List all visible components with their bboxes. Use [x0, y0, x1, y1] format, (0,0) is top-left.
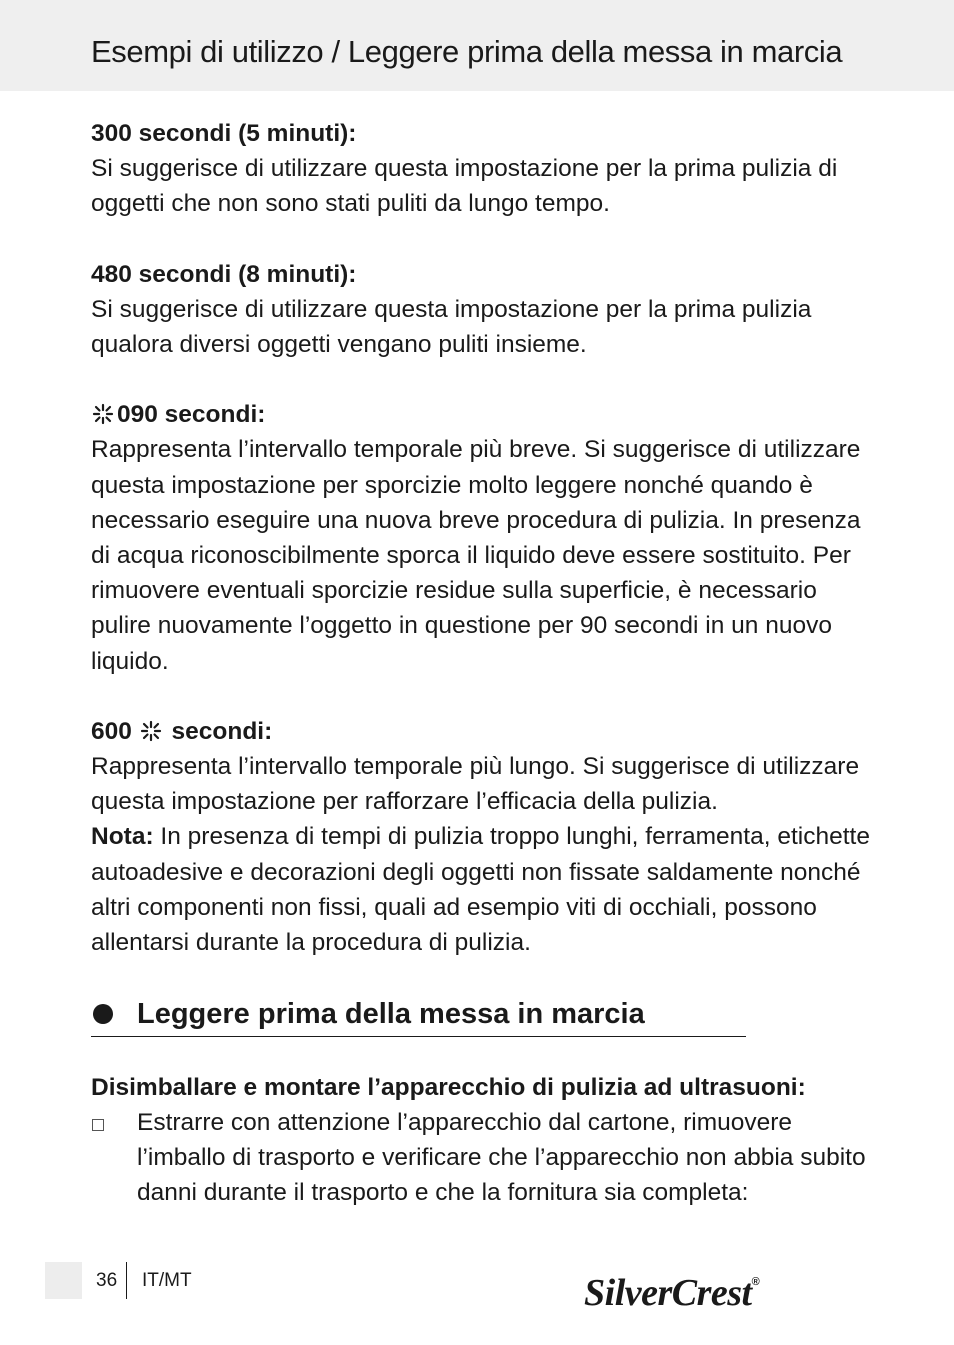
section-text-480: Si suggerisce di utilizzare questa impostazione per la prima pulizia qualora diversi oggetti vengano puliti insieme. [91, 295, 812, 359]
page-number: 36 [96, 1270, 118, 1291]
section-text-300: Si suggerisce di utilizzare questa impostazione per la prima pulizia di oggetti che non sono stati puliti da lungo tempo. [91, 155, 838, 218]
section-text-090: Rappresenta l’intervallo temporale più breve. Si suggerisce di utilizzare questa impostazione per sporcizie molto leggere nonché quando è necessario eseguire una nuova breve procedura di pulizia. In presenza di acqua riconoscibilmente sporca il liquido deve essere sostituito. Per rimuovere eventuali sporcizie residue sulla superficie, è necessario pulire nuovamente l’oggetto in questione per 90 secondi in un nuovo liquido. [91, 436, 861, 675]
footer-marker [45, 1262, 82, 1299]
section-title-block [91, 995, 746, 1037]
sparkle-icon [139, 720, 165, 742]
registered-mark: ® [751, 1276, 760, 1288]
brand-logo [584, 1260, 759, 1315]
header-band [0, 0, 954, 91]
bullet-dot-icon [93, 1004, 113, 1024]
unpack-heading: Disimballare e montare l’apparecchio di pulizia ad ultrasuoni: [91, 1074, 806, 1101]
section-heading-300: 300 secondi (5 minuti): [91, 120, 357, 147]
note-label: Nota: [91, 823, 154, 851]
section-title: Leggere prima della messa in marcia [137, 998, 645, 1030]
section-heading-090 [91, 397, 871, 432]
list-item-text: Estrarre con attenzione l’apparecchio dal cartone, rimuovere l’imballo di trasporto e verificare che l’apparecchio non abbia subito danni durante il trasporto e che la fornitura sia completa: [137, 1109, 866, 1207]
section-heading-090-label: 090 secondi: [117, 401, 266, 429]
list-item [91, 1105, 871, 1211]
section-heading-600-prefix: 600 [91, 717, 132, 745]
section-heading-600-suffix: secondi: [171, 717, 273, 745]
note-paragraph [91, 819, 871, 960]
note-text: In presenza di tempi di pulizia troppo lunghi, ferramenta, etichette autoadesive e decorazioni degli oggetti non fissate saldamente nonché altri componenti non fissi, quali ad esempio viti di occhiali, possono allentarsi durante la procedura di pulizia. [91, 823, 870, 957]
section-heading-480: 480 secondi (8 minuti): [91, 260, 357, 288]
main-content [91, 116, 871, 960]
section-heading-600 [91, 714, 871, 749]
footer-divider [126, 1262, 127, 1299]
locale-label: IT/MT [142, 1270, 192, 1291]
checkbox-icon [92, 1119, 104, 1131]
section-text-600: Rappresenta l’intervallo temporale più lungo. Si suggerisce di utilizzare questa impostazione per rafforzare l’efficacia della pulizia. [91, 753, 860, 816]
brand-name: SilverCrest [584, 1272, 752, 1314]
sparkle-icon [91, 403, 117, 425]
page-title: Esempi di utilizzo / Leggere prima della messa in marcia [91, 34, 843, 69]
